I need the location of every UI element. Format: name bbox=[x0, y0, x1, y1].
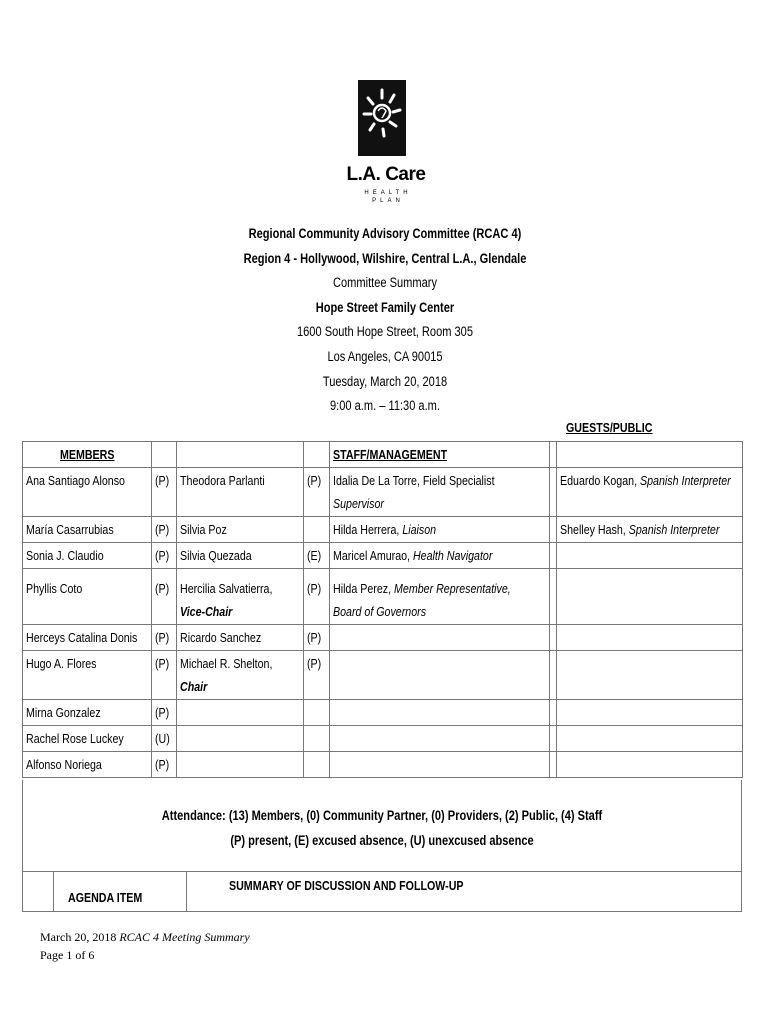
region-title: Region 4 - Hollywood, Wilshire, Central L.A., Glendale bbox=[243, 250, 527, 266]
venue-city: Los Angeles, CA 90015 bbox=[327, 348, 443, 364]
guests-header: GUESTS/PUBLIC bbox=[566, 420, 653, 435]
page-number: Page 1 of 6 bbox=[40, 948, 95, 962]
discussion-summary-header: SUMMARY OF DISCUSSION AND FOLLOW-UP bbox=[229, 878, 464, 893]
attendance-summary bbox=[22, 780, 742, 872]
table-header-row bbox=[23, 442, 743, 468]
table-row: Ana Santiago Alonso (P) Theodora Parlanti (P) Idalia De La Torre, Field Specialist Supervisor Eduardo Kogan, Spanish Interpreter bbox=[23, 468, 743, 517]
meeting-time: 9:00 a.m. – 11:30 a.m. bbox=[330, 398, 440, 414]
summary-label: Committee Summary bbox=[333, 275, 437, 291]
logo-brand-text: L.A. Care bbox=[346, 164, 426, 185]
agenda-item-header: AGENDA ITEM bbox=[68, 890, 143, 905]
agenda-header-row bbox=[22, 872, 742, 912]
logo-subtitle: HEALTH PLAN bbox=[364, 190, 412, 204]
attendance-counts: Attendance: (13) Members, (0) Community Partner, (0) Providers, (2) Public, (4) Staff bbox=[161, 808, 603, 823]
table-row: Hugo A. Flores (P) Michael R. Shelton, Chair (P) bbox=[23, 651, 743, 700]
table-row: Alfonso Noriega (P) bbox=[23, 752, 743, 778]
venue-name: Hope Street Family Center bbox=[315, 299, 455, 315]
table-row: Rachel Rose Luckey (U) bbox=[23, 726, 743, 752]
la-care-logo bbox=[358, 80, 406, 156]
page-footer bbox=[40, 928, 250, 964]
document-header bbox=[0, 222, 770, 419]
table-row: Sonia J. Claudio (P) Silvia Quezada (E) Maricel Amurao, Health Navigator bbox=[23, 543, 743, 569]
footer-date: March 20, 2018 bbox=[40, 930, 120, 944]
table-row: María Casarrubias (P) Silvia Poz Hilda Herrera, Liaison Shelley Hash, Spanish Interpreter bbox=[23, 517, 743, 543]
footer-doc-title: RCAC 4 Meeting Summary bbox=[119, 930, 250, 944]
staff-header-cell: STAFF/MANAGEMENT bbox=[330, 442, 550, 468]
meeting-date: Tuesday, March 20, 2018 bbox=[322, 373, 448, 389]
table-row: Mirna Gonzalez (P) bbox=[23, 700, 743, 726]
attendance-legend: (P) present, (E) excused absence, (U) unexcused absence bbox=[230, 832, 534, 848]
table-row: Herceys Catalina Donis (P) Ricardo Sanchez (P) bbox=[23, 625, 743, 651]
table-row: Phyllis Coto (P) Hercilia Salvatierra, Vice-Chair (P) Hilda Perez, Member Representative, Board of Governors bbox=[23, 569, 743, 625]
members-header-cell: MEMBERS bbox=[23, 442, 152, 468]
committee-title: Regional Community Advisory Committee (RCAC 4) bbox=[248, 226, 522, 241]
attendance-table bbox=[22, 441, 743, 778]
venue-address: 1600 South Hope Street, Room 305 bbox=[296, 324, 474, 340]
